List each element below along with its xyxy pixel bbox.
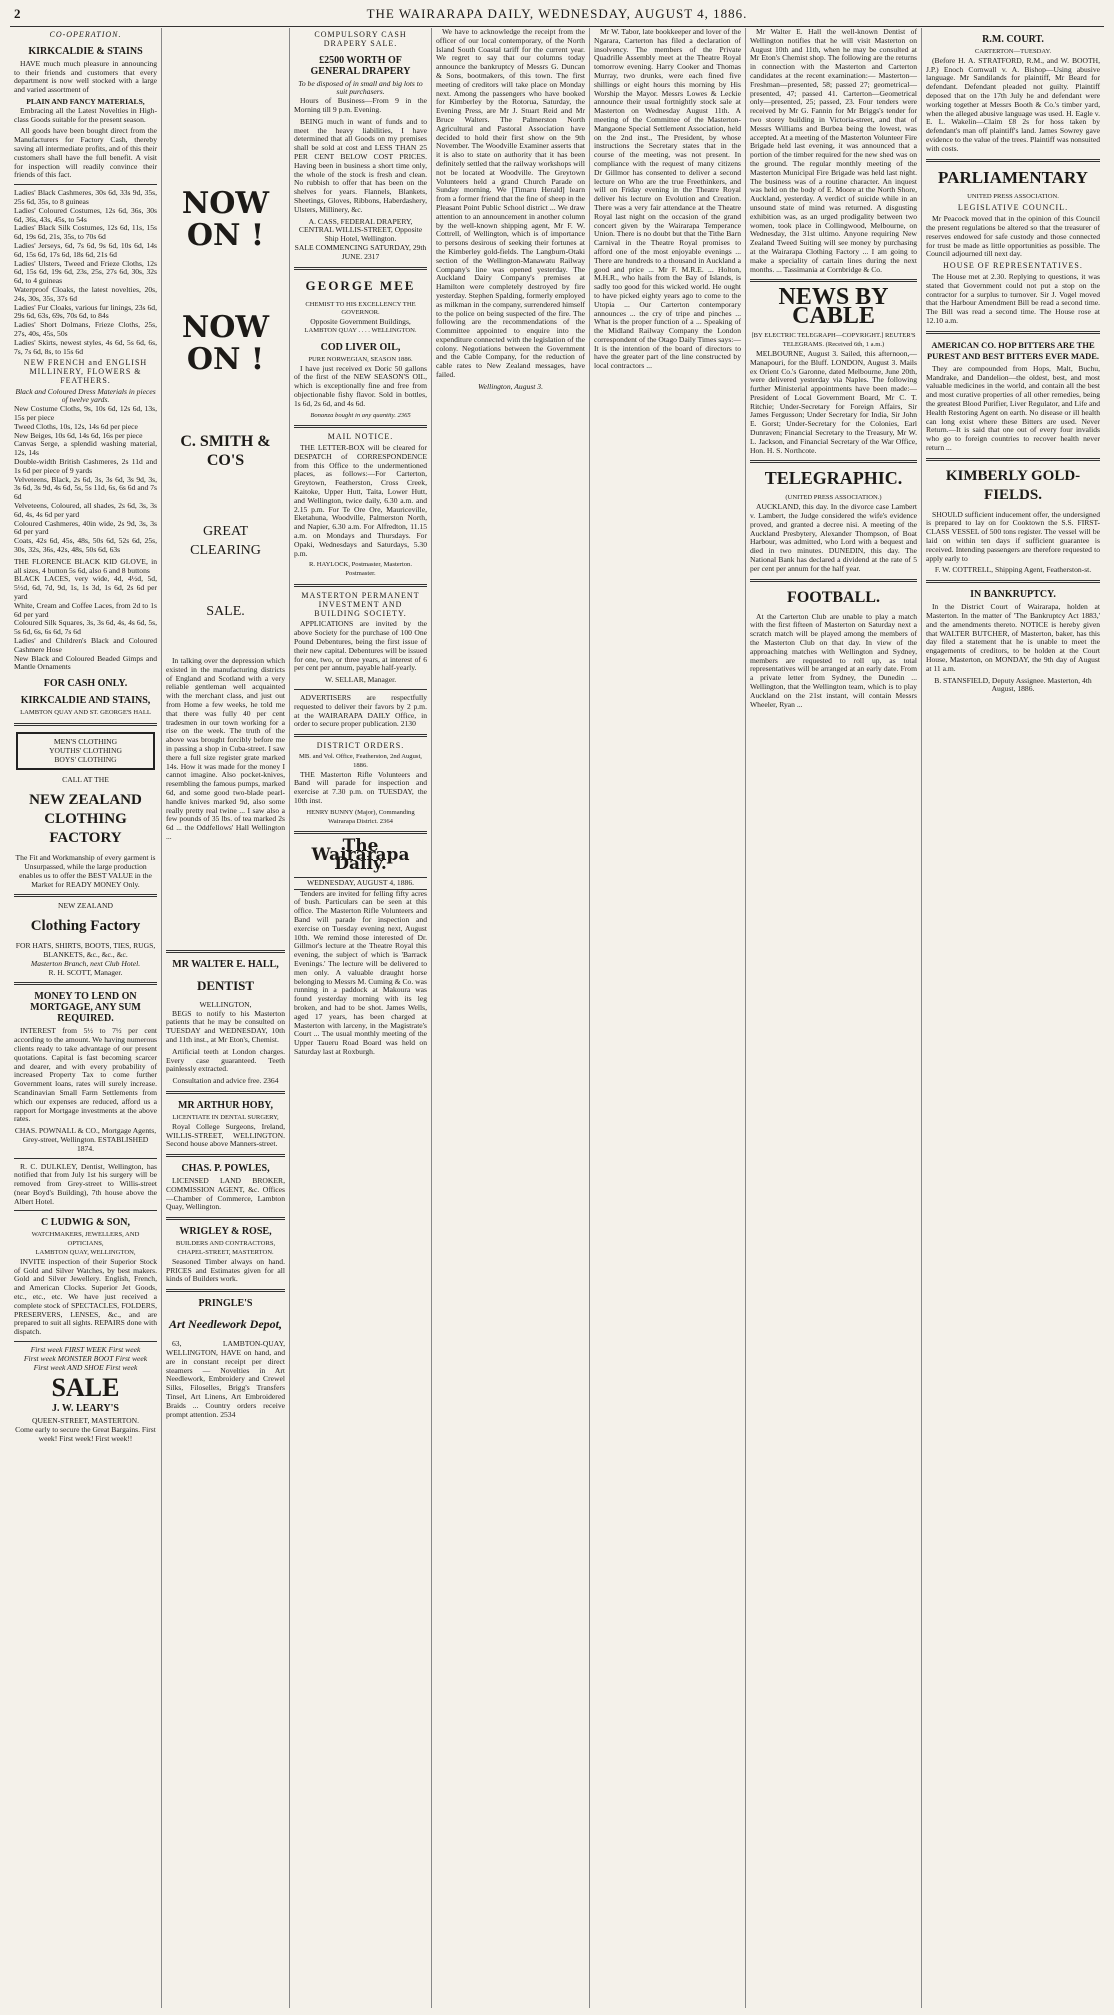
- cash-sale-sub: £2500 WORTH OF GENERAL DRAPERY: [310, 54, 411, 77]
- sale-word: SALE.: [206, 604, 245, 619]
- ludwig-addr: LAMBTON QUAY, WELLINGTON,: [35, 1249, 136, 1257]
- column-3: [290, 28, 432, 2008]
- divider: [14, 723, 157, 726]
- nzcf2-c: FOR HATS, SHIRTS, BOOTS, TIES, RUGS, BLANKETS, &c., &c., &c.: [15, 941, 156, 959]
- column-4: [432, 28, 590, 2008]
- nzcf2-d: Masterton Branch, next Club Hotel.: [30, 958, 141, 968]
- divider: [750, 279, 917, 282]
- call-at: CALL AT THE: [62, 775, 109, 785]
- football: FOOTBALL.: [787, 588, 880, 606]
- news-sign-4: Wellington, August 3.: [478, 381, 543, 391]
- price-list-1: Ladies' Black Cashmeres, 30s 6d, 33s 9d, 35s, 25s 6d, 35s, to 8 guineas Ladies' Coloured Costumes, 12s 6d, 36s, 30s 6d, 36s, 43s, 45s, to 54s Ladies' Black Silk Costumes, 12s 6d, 11s, 15s 6d, 19s 6d, 21s, 35s, to 70s 6d Ladies' Jerseys, 6d, 7s 6d, 9s 6d, 10s 6d, 14s 6d, 15s 6d, 17s 6d, 18s 6d, 21s 6d Ladies' Ulsters, Tweed and Frieze Cloths, 12s 6d, 15s 6d, 19s 6d, 23s, 25s, 27s 6d, 30s, 32s 6d, to 4 guineas Waterproof Cloaks, the latest novelties, 20s, 24s, 30s, 35s, 37s 6d Ladies' Fur Cloaks, various fur linings, 23s 6d, 29s 6d, 63s, 69s, 70s 6d, to 84s Ladies' Short Dolmans, Frieze Cloths, 25s, 27s, 40s, 45s, 50s Ladies' Skirts, newest styles, 4s 6d, 5s 6d, 6s, 7s, 7s 6d, 8s, to 15s 6d: [14, 188, 157, 356]
- smith-heading: C. SMITH & CO'S: [180, 433, 271, 469]
- column-1: [10, 28, 162, 2008]
- perm-sign: W. SELLAR, Manager.: [324, 675, 397, 685]
- divider: [294, 831, 427, 834]
- pringle-heading: PRINGLE'S: [198, 1298, 253, 1310]
- masthead-title: THE WAIRARAPA DAILY, WEDNESDAY, AUGUST 4, 1886.: [366, 6, 748, 21]
- cash-sale-date: SALE COMMENCING SATURDAY, 29th JUNE. 2317: [294, 242, 427, 261]
- kimberly-sign: F. W. COTTRELL, Shipping Agent, Featherston-st.: [934, 565, 1092, 575]
- wrigley-body: Seasoned Timber always on hand. PRICES and Estimates given for all kinds of Builders work.: [166, 1256, 285, 1284]
- hoby-sub: LICENTIATE IN DENTAL SURGERY,: [172, 1113, 279, 1121]
- kirkcaldie-p1: Embracing all the Latest Novelties in High-class Goods suitable for the present season.: [14, 105, 157, 124]
- district-heading: DISTRICT ORDERS.: [316, 741, 405, 751]
- george-mee-opp: Opposite Government Buildings,: [310, 317, 411, 327]
- tele-body: AUCKLAND, this day. In the divorce case Lambert v. Lambert, the Judge considered the wife's evidence proved, and granted a decree nisi. A meeting of the Auckland Presbytery, Alexander Thompson, of Boat Harbour, was admitted, who Lord with a bequest and died in two minutes. DUNEDIN, this day. The National Bank has declared a dividend at the rate of 5 per cent per annum for the half year.: [750, 502, 917, 573]
- hoby-body: Royal College Surgeons, Ireland, WILLIS-STREET, WELLINGTON. Second house above Manners-street.: [166, 1121, 285, 1149]
- bankruptcy-body: In the District Court of Wairarapa, holden at Masterton. In the matter of 'The Bankruptcy Act 1883,' and the amendments thereto. NOTICE is hereby given that WALTER BUTCHER, of Masterton, baker, has this day filed a statement that he is unable to meet the engagements of creditors, to be holden at the Court House, Masterton, on MONDAY, the 9th day of August at 11 a.m.: [926, 602, 1100, 673]
- divider: [294, 267, 427, 270]
- sale-line-1: First week FIRST WEEK First week: [30, 1345, 141, 1355]
- divider: [14, 982, 157, 985]
- nzcf2-e: R. H. SCOTT, Manager.: [48, 967, 123, 977]
- divider: [294, 425, 427, 428]
- court-heading: R.M. COURT.: [982, 34, 1044, 45]
- cod-liver-body: I have just received ex Doric 50 gallons of the first of the NEW SEASON'S OIL, which is exceptionally fine and free from objectionable fishy flavor. Sold in bottles, 1s 6d, 2s 6d, and 4s 6d.: [294, 363, 427, 408]
- sale-line-3: First week AND SHOE First week: [33, 1362, 138, 1372]
- telegraphic: TELEGRAPHIC.: [764, 468, 903, 489]
- divider: [14, 894, 157, 897]
- divider: [926, 458, 1100, 461]
- kimberly-body: SHOULD sufficient inducement offer, the undersigned is prepared to lay on for Cooktown the S.S. FIRST-CLASS VESSEL of 500 tons register. The vessel will be laid on within ten days if sufficient guarantee is received. Intending passengers are therefore requested to apply early to: [926, 509, 1100, 563]
- cable-sub: [BY ELECTRIC TELEGRAPH—COPYRIGHT.] REUTER'S TELEGRAMS. (Received 6th, 1 a.m.): [751, 332, 916, 349]
- ludwig-heading: C LUDWIG & SON,: [41, 1217, 130, 1229]
- paper-body: Tenders are invited for felling fifty acres of bush. Particulars can be seen at this office. The Masterton Rifle Volunteers and Band will parade for inspection and exercise on Tuesday evening next, August 10th. We remind those interested of Dr. Gillmor's lecture at the Theatre Royal this evening, the subject of which is 'Barrack Evenings.' The lecture will be delivered to men only. A valuable draught horse belonging to Messrs M. Cuming & Co. was running in a paddock at Makoura was found yesterday morning with its leg broken, and had to be shot. James Wells, aged 17 years, has been charged at Masterton with larceny, in the Magistrate's Court ... The usual monthly meeting of the Upper Taueru Road Board was held on Saturday last at Roxburgh.: [294, 888, 427, 1056]
- mail-sign: R. HAYLOCK, Postmaster, Masterton. Postmaster.: [309, 561, 412, 578]
- money-body: INTEREST from 5½ to 7½ per cent according to the amount. We having numerous clients ready to take advantage of our present quotations. Capital is fast becoming scarcer and dearer, and with every probability of increased Property Tax to come further Government loans, rates will surely increase. Scandinavian Small Farm Settlements from which our expenses are reduced, afford us a rapport for Mortgage investments at the above rates.: [14, 1026, 157, 1124]
- cash-sale-body: BEING much in want of funds and to meet the heavy liabilities, I have determined that all Goods on my premises shall be sold at cost and LESS THAN 25 PER CENT BELOW COST PRICES. Having been in business a short time only, the whole of the stock is fresh and clean. No rubbish to offer that has been on the shelves for years. Flannels, Blankets, Sheetings, Gloves, Ribbons, Haberdashery, Ulsters, Millinery, &c.: [294, 116, 427, 214]
- masthead: [10, 4, 1104, 27]
- column-7: [922, 28, 1104, 2008]
- divider: [14, 1210, 157, 1211]
- cash-sale-note: To be disposed of in small and big lots to suit purchasers.: [298, 78, 423, 97]
- perm-heading: MASTERTON PERMANENT INVESTMENT AND BUILDING SOCIETY.: [301, 591, 420, 618]
- cable-body: MELBOURNE, August 3. Sailed, this afternoon,—Manapouri, for the Bluff. LONDON, August 3. Mails ex Orient Co.'s Garonne, dated Melbourne, June 20th, were delivered yesterday via Naples. The following further Ministerial appointments have been made:— President of Local Government Board, Mr C. T. Ritchie; Under-Secretary for Foreign Affairs, Sir James Fergusson; Under Secretary for India, Sir John E. Gorst; Under-Secretary for the Colonies, Earl Dunraven; Financial Secretary to the Treasury, Mr W. L. Jackson, and Financial Secretary of the War Office, Hon. H. S. Northcote.: [750, 348, 917, 455]
- parliamentary: PARLIAMENTARY: [938, 167, 1088, 187]
- divider: [166, 1091, 285, 1094]
- leary-heading: J. W. LEARY'S: [52, 1403, 119, 1415]
- cod-liver-heading: COD LIVER OIL,: [320, 341, 401, 353]
- paper-date: WEDNESDAY, AUGUST 4, 1886.: [294, 877, 427, 890]
- leary-body: Come early to secure the Great Bargains. First week! First week! First week!!: [15, 1425, 156, 1444]
- news-body-4: We have to acknowledge the receipt from the officer of our local contemporary, of the North Island South Coastal tariff for the current year. We regret to say that our columns today announce the bankruptcy of Messrs G. Duncan & Sons, bootmakers, of this town. The first meeting of creditors will take place on Monday next. Among the passengers who have booked for Kimberley by the Rotorua, Saturday, the Evening Press, are Mr J. Stuart Reid and Mr Bruce Walters. The Palmerston North Agricultural and Pastoral Association have decided to hold their first show on the 9th November. The Woodville Examiner asserts that it is also to state on authority that it has been definitely settled that the railway workshops will not be located at Woodville. The Greytown Volunteers held a grand Church Parade on Sunday morning. We [Timaru Herald] learn from a former friend that the fine of sheep in the Pleasant Point Public School district ... We draw attention to an announcement in another column by the well-known shipping agent, Mr F. W. Cottrell, of Wellington, which is of importance to persons desirous of seeking their fortunes at the Kimberley gold-fields. The Langburn-Otaki section of the Wellington-Manawatu Railway Company's line was opened yesterday. The Auckland Dairy Company's premises at Hamilton were completely destroyed by fire yesterday. Stephen Spalding, formerly employed as milkman in the company, surrendered himself to the police on being suspected of the fire. The following are the recommendations of the Committee appointed to enquire into the expenditure connected with the legislation of the colony. Negotiations between the Government and the Cable Company, for the reduction of cable rates to New Zealand messages, have failed.: [436, 28, 585, 380]
- parl-sub: UNITED PRESS ASSOCIATION.: [967, 192, 1059, 200]
- column-2: [162, 28, 290, 2008]
- mail-body: THE LETTER-BOX will be cleared for DESPATCH of CORRESPONDENCE from this Office to the undermentioned places, as follows:—For Carterton, Greytown, Featherston, Cross Creek, Kaitoke, Upper Hutt, Taita, Lower Hutt, and Wellington, twice daily, 6.30 a.m. and 2.15 p.m. For Te Ore Ore, Mauriceville, Eketahuna, Woodville, Palmerston North, and Napier, 6.30 a.m. For Alfredton, 11.15 a.m. on Mondays and Thursdays. For Opaki, Wednesdays and Saturdays, 5.30 p.m.: [294, 443, 427, 558]
- divider: [750, 460, 917, 463]
- price-list-2: New Costume Cloths, 9s, 10s 6d, 12s 6d, 13s, 15s per piece Tweed Cloths, 10s, 12s, 14s 6d per piece New Beiges, 10s 6d, 14s 6d, 16s per piece Canvas Serge, a splendid washing material, 12s, 14s Double-width British Cashmeres, 2s 11d and 1s 6d per piece of 9 yards Velveteens, Black, 2s 6d, 3s, 3s 6d, 3s 9d, 3s, 3s 6d, 3s 9d, 4s 6d, 5s, 5s 11d, 6s, 6s 6d and 7s 6d Velveteens, Coloured, all shades, 2s 6d, 3s, 3s 6d, 4s, 4s 6d per yard Coloured Cashmeres, 40in wide, 2s 9d, 3s, 3s 6d per yard Coats, 42s 6d, 45s, 48s, 50s 6d, 52s 6d, 25s, 30s, 32s, 36s, 42s, 48s, 50s 6d, 63s: [14, 404, 157, 555]
- cash-only: FOR CASH ONLY.: [43, 678, 128, 690]
- dulkley-notice: R. C. DULKLEY, Dentist, Wellington, has notified that from July 1st his surgery will be removed from Grey-street to Willis-street (near Boyd's Building), 7th house above the Albert Hotel.: [14, 1161, 157, 1206]
- george-mee-addr: LAMBTON QUAY . . . . WELLINGTON.: [304, 326, 417, 334]
- court-body: (Before H. A. STRATFORD, R.M., and W. BOOTH, J.P.) Enoch Cornwall v. A. Bishop—Using abusive language. Mr Sandilands for plaintiff, Mr Beard for defendant. Defendant pleaded not guilty. Plaintiff deposed that on the 17th July he and defendant were working together at Messrs Booth & Co.'s timber yard, when the alleged abusive language was used. H. Eagle v. E. L. Wakelin—Claim £8 2s for hoss taken by defendant's man off plaintiff's land. James Sowrey gave evidence to the value of the trees. Plaintiff was nonsuited with costs.: [926, 55, 1100, 153]
- pringle-sub: Art Needlework Depot,: [169, 1317, 282, 1332]
- sale-big: SALE: [51, 1373, 120, 1403]
- plain-fancy: PLAIN AND FANCY MATERIALS,: [26, 96, 145, 106]
- tele-sub: (UNITED PRESS ASSOCIATION.): [785, 494, 882, 502]
- money-heading: MONEY TO LEND ON MORTGAGE, ANY SUM REQUIRED.: [30, 991, 141, 1025]
- cod-liver-sub: PURE NORWEGIAN, SEASON 1886.: [308, 355, 413, 363]
- district-body: THE Masterton Rifle Volunteers and Band will parade for inspection and exercise at 7.30 p.m. on TUESDAY, the 10th inst.: [294, 769, 427, 805]
- bankruptcy-sign: B. STANSFIELD, Deputy Assignee. Masterton, 4th August, 1886.: [934, 675, 1092, 694]
- lc-heading: LEGISLATIVE COUNCIL.: [957, 203, 1069, 213]
- district-sign: HENRY BUNNY (Major), Commanding Wairarapa District. 2364: [306, 808, 415, 825]
- george-mee-sub: CHEMIST TO HIS EXCELLENCY THE GOVERNOR.: [305, 300, 416, 317]
- column-5: [590, 28, 746, 2008]
- nzcf-body: The Fit and Workmanship of every garment is Unsurpassed, while the large production enables us to offer the BEST VALUE in the Market for READY MONEY Only.: [15, 853, 156, 889]
- column-6: [746, 28, 922, 2008]
- hr-body: The House met at 2.30. Replying to questions, it was stated that Government could not put a stop on the contractor for a surplus to turnover. Sir J. Vogel moved that the Harbour Amendment Bill be read a second time. The Bill was read a second time. The House rose at 12.10 a.m.: [926, 271, 1100, 325]
- hall-line: Artificial teeth at London charges. Every case guaranteed. Teeth painlessly extracted.: [166, 1046, 285, 1074]
- divider: [294, 689, 427, 690]
- hall-body: BEGS to notify to his Masterton patients that he may be consulted on TUESDAY and WEDNESDAY, 10th and 11th inst., at Mr Eton's, Chemist.: [166, 1008, 285, 1044]
- divider: [926, 580, 1100, 583]
- cash-sale-heading: COMPULSORY CASH DRAPERY SALE.: [314, 30, 407, 48]
- hop-body: They are compounded from Hops, Malt, Buchu, Mandrake, and Dandelion—the oldest, best, and most valuable medicines in the world, and contain all the best and most curative properties of all other remedies, being the greatest Blood Purifier, Liver Regulator, and Life and Health Restoring Agent on earth. No disease or ill health can long exist where these Bitters are used. Never Return.—It is said that one out of every four invalids who go to foreign countries to recover health never return ...: [926, 363, 1100, 452]
- page-number: 2: [14, 6, 21, 21]
- divider: [14, 184, 157, 185]
- hall-city: WELLINGTON,: [199, 999, 252, 1009]
- divider: [750, 579, 917, 582]
- paper-title: The Wairarapa Daily.: [311, 836, 410, 874]
- court-sub: CARTERTON—TUESDAY.: [974, 48, 1052, 55]
- wrigley-addr: CHAPEL-STREET, MASTERTON.: [177, 1249, 274, 1257]
- divider: [166, 1289, 285, 1292]
- sale-line-2: First week MONSTER BOOT First week: [23, 1353, 148, 1363]
- news-body-6: Mr Walter E. Hall the well-known Dentist of Wellington notifies that he will visit Masterton on August 10th and 11th, when he may be consulted at Mr Eton's Chemist shop. The following are the returns in connection with the Masterton and Carterton candidates at the recent examination:— Masterton—Freshman—presented, 58; passed 27; geometrical—presented, 47; passed 41. Carterton—Geometrical only—presented, 25; passed, 23. Four tenders were received by Mr G. Fannin for Mr Briggs's tender for two storey building in Victoria-street, and that of Messrs Williams and Burbea being the lowest, was accepted. At a meeting of the Masterton Volunteer Fire Brigade held last evening, it was announced that a portion of the timber required for the new shed was on the ground. The regular monthly meeting of the Masterton Municipal Fire Brigade was held last night. The business was of a routine character. An inquest was held on the body of E. Moore at the North Shore, Auckland, yesterday. A verdict of suicide while in an unsound state of mind was returned. A disgusting exhibition was, as an urged prodigality between two women, took place in Collingwood, Melbourne, on Wednesday, the 31st ultimo. Anyone requiring New Zealand Tweed Suiting will see money by purchasing at the Wairarapa Clothing Factory ... I am going to make a speciality of cartain lines during the next months. ... Tassimania at Cornbridge & Co.: [750, 28, 917, 274]
- football-body: At the Carterton Club are unable to play a match with the first fifteen of Masterton on Saturday next a scratch match will be played among the members of the Masterton Club on that day. In view of the approaching matches with Wellington and Sydney, members are requested to roll up, as total representatives will be arranged at an early date. From a private letter from Sydney, the Dunedin ... Wellington, that the Wellington team, which is to play Auckland on the 21st instant, will contain Messrs Wheeler, Ryan ...: [750, 611, 917, 709]
- powles-heading: CHAS. P. POWLES,: [181, 1163, 270, 1175]
- mens-clothing-box: MEN'S CLOTHING YOUTHS' CLOTHING BOYS' CLOTHING: [16, 732, 155, 770]
- now-on-1: NOW ON !: [181, 186, 270, 253]
- now-on-2: NOW ON !: [181, 310, 270, 377]
- divider: [166, 950, 285, 953]
- kirkcaldie-address: LAMBTON QUAY AND ST. GEORGE'S HALL: [20, 709, 151, 717]
- hoby-heading: MR ARTHUR HOBY,: [177, 1099, 274, 1111]
- hr-heading: HOUSE OF REPRESENTATIVES.: [943, 261, 1083, 271]
- lc-body: Mr Peacock moved that in the opinion of this Council the present regulations be altered so that the treasurer of reserves endowed for safe custody and those connected for trust be made as little opportunities as possible. The Council adjourned till next day.: [926, 214, 1100, 259]
- cash-sale-hours: Hours of Business—From 9 in the Morning till 9 p.m. Evening.: [294, 96, 427, 114]
- nz-clothing-factory-1: NEW ZEALAND CLOTHING FACTORY: [29, 792, 142, 847]
- divider: [926, 159, 1100, 162]
- leary-addr: QUEEN-STREET, MASTERTON.: [31, 1416, 140, 1426]
- bankruptcy-heading: IN BANKRUPTCY.: [970, 589, 1056, 601]
- price-list-3: THE FLORENCE BLACK KID GLOVE, in all sizes, 4 button 5s 6d, also 6 and 8 buttons BLACK LACES, very wide, 4d, 4½d, 5d, 5½d, 6d, 7d, 9d, 1s, 1s 3d, 1s 6d, 2s 6d per yard White, Cream and Coffee Laces, from 2d to 1s 6d per yard Coloured Silk Squares, 3s, 3s 6d, 4s, 4s 6d, 5s, 5s 6d, 6s, 6s 6d, 7s 6d Ladies' and Children's Black and Coloured Cashmere Hose New Black and Coloured Beaded Gimps and Mantle Ornaments: [14, 556, 157, 672]
- divider: [14, 1158, 157, 1159]
- kimberly-heading: KIMBERLY GOLD-FIELDS.: [945, 467, 1081, 503]
- mail-heading: MAIL NOTICE.: [327, 432, 394, 442]
- kirkcaldie-p2: All goods have been bought direct from the Manufacturers for Factory Cash, thereby saving all intermediate profits, and of this their customers shall have the full benefit. A visit for inspection will readily convince their friends of this fact.: [14, 126, 157, 180]
- divider: [294, 734, 427, 737]
- divider: [166, 1154, 285, 1157]
- george-mee-heading: GEORGE MEE: [305, 277, 416, 293]
- powles-body: LICENSED LAND BROKER, COMMISSION AGENT, &c. Offices—Chamber of Commerce, Lambton Quay, Wellington.: [166, 1176, 285, 1212]
- wrigley-sub: BUILDERS AND CONTRACTORS,: [175, 1240, 276, 1248]
- news-body-5: Mr W. Tabor, late bookkeeper and lover of the Ngarara, Carterton has filed a declaration of insolvency. The members of the Private Quadrille Assembly meet at the Theatre Royal tomorrow evening. Harry Cooker and Thomas Murray, two drunks, were each fined five shillings or eight hours this morning by His Worship the Mayor. Messrs Lowes & Leckie announce their usual fortnightly stock sale at Masterton on Wednesday August 11th. A meeting of the Committee of the Masterton-Mangaone Special Settlement Association, held on the 2nd inst., The President, by whose instructions the Secretary states that in the course of the meeting, was not present. In compliance with the request of many citizens Dr Gillmor has consented to deliver a second lecture on Who are the true Freethinkers, and will on Friday evening in the Theatre Royal deliver his lecture on Evolution and Creation. There was a very fair attendance at the Theatre Royal last night on the occasion of the grand concert given by the Wairarapa Temperance Union. There is no doubt but that the Tithe Barn Carnival in the Theatre Royal promises to afford one of the most enjoyable evenings ... There are hundreds to a thousand in Auckland a good and price ... Mr F. M.R.E. ... Holton, M.H.R., who hails from the Bay of Islands, is sadly too good for this wicked world. He ought to have picked eighty years ago to come to the Utopia ... Our Carterton contemporary announces ... the cry of tripe and pinches ... What is the proper function of a ... Speaking of the Midland Railway Company the London correspondent of the Otago Daily Times says:— It is the intention of the board of directors to have the greater part of the line constructed by local contractors ...: [594, 28, 741, 371]
- nzcf2-b: Clothing Factory: [30, 918, 141, 935]
- kirkcaldie-heading: KIRKCALDIE & STAINS: [28, 45, 143, 57]
- nzcf2-a: NEW ZEALAND: [58, 901, 113, 911]
- divider: [166, 1217, 285, 1220]
- hall-heading: MR WALTER E. HALL,: [172, 958, 279, 970]
- perm-body: APPLICATIONS are invited by the above Society for the purchase of 100 One Pound Debentures, being the first issue of their new capital. Debentures will be issued for one, two, or three years, at interest of 6 per cent per annum, payable half-yearly.: [294, 619, 427, 673]
- divider: [14, 1341, 157, 1342]
- kirkcaldie-heading-2: KIRKCALDIE AND STAINS,: [20, 695, 151, 707]
- advertisers-notice: ADVERTISERS are respectfully requested to deliver their favors by 2 p.m. at the WAIRARAPA DAILY Office, in order to secure proper publication. 2130: [294, 693, 427, 729]
- hop-heading: AMERICAN CO. HOP BITTERS ARE THE PUREST AND BEST BITTERS EVER MADE.: [926, 339, 1100, 361]
- kirkcaldie-intro: HAVE much much pleasure in announcing to their friends and customers that every department is now well stocked with a large and varied assortment of: [14, 58, 157, 95]
- millinery-heading: NEW FRENCH and ENGLISH MILLINERY, FLOWERS & FEATHERS.: [23, 358, 148, 385]
- smith-body: In talking over the depression which existed in the manufacturing districts of England and Scotland with a very reliable gentleman well acquainted with the merchant class, and just out from Home a few weeks, he told me that there was fully 40 per cent tradesmen in our town working for a rise on the week. The truth of the above was brought forcibly before me in passing a shop in Cuba-street. I saw there a full size register grate marked 14s. How it was made for the money I cannot imagine. Also pocket-knives, resembling the famous pumps, marked 6d, and some good two-blade pearl-handle knives marked 9d, also some really pretty real twine ... I saw also a few pounds of 35 lbs. of tea marked 2s 6d ... the Oddfellows' Hall Wellington ...: [166, 656, 285, 841]
- cash-sale-sign: A. CASS, FEDERAL DRAPERY, CENTRAL WILLIS-STREET, Opposite Ship Hotel, Wellington.: [298, 216, 423, 244]
- hall-consult: Consultation and advice free. 2364: [172, 1076, 279, 1086]
- district-sub: MB. and Vol. Office, Featherston, 2nd August, 1886.: [299, 753, 422, 769]
- great-clearing: GREAT CLEARING: [190, 524, 261, 558]
- ludwig-body: INVITE inspection of their Superior Stock of Gold and Silver Watches, by best makers. Gold and Silver Jewellery. English, French, and American Clocks. Superior Jet Goods, etc., etc., etc. We have just received a complete stock of SPECTACLES, FOLDERS, PRESERVERS, LENSES, &c., and are prepared to suit all sights. REPAIRS done with dispatch.: [14, 1256, 157, 1337]
- divider: [926, 331, 1100, 334]
- cod-liver-note: Bonanza bought in any quantity. 2365: [310, 411, 411, 419]
- divider: [294, 584, 427, 587]
- news-by-cable: NEWS BY CABLE: [778, 284, 889, 330]
- dress-materials-sub: Black and Coloured Dress Materials in pieces of twelve yards.: [15, 386, 156, 405]
- co-op-heading: CO-OPERATION.: [49, 30, 122, 39]
- pringle-body: 63, LAMBTON-QUAY, WELLINGTON, HAVE on hand, and are in constant receipt per direct steamers — Novelties in Art Needlework, Embroidery and Crewel Silks, Filoselles, Brigg's Transfers Tinsel, Art Linens, Art Embroidered Braids ... Country orders receive prompt attention. 2534: [166, 1339, 285, 1419]
- money-sign: CHAS. POWNALL & CO., Mortgage Agents, Grey-street, Wellington. ESTABLISHED 1874.: [14, 1126, 157, 1153]
- wrigley-heading: WRIGLEY & ROSE,: [179, 1226, 272, 1238]
- ludwig-sub: WATCHMAKERS, JEWELLERS, AND OPTICIANS,: [31, 1231, 140, 1248]
- hall-sub: DENTIST: [196, 977, 255, 993]
